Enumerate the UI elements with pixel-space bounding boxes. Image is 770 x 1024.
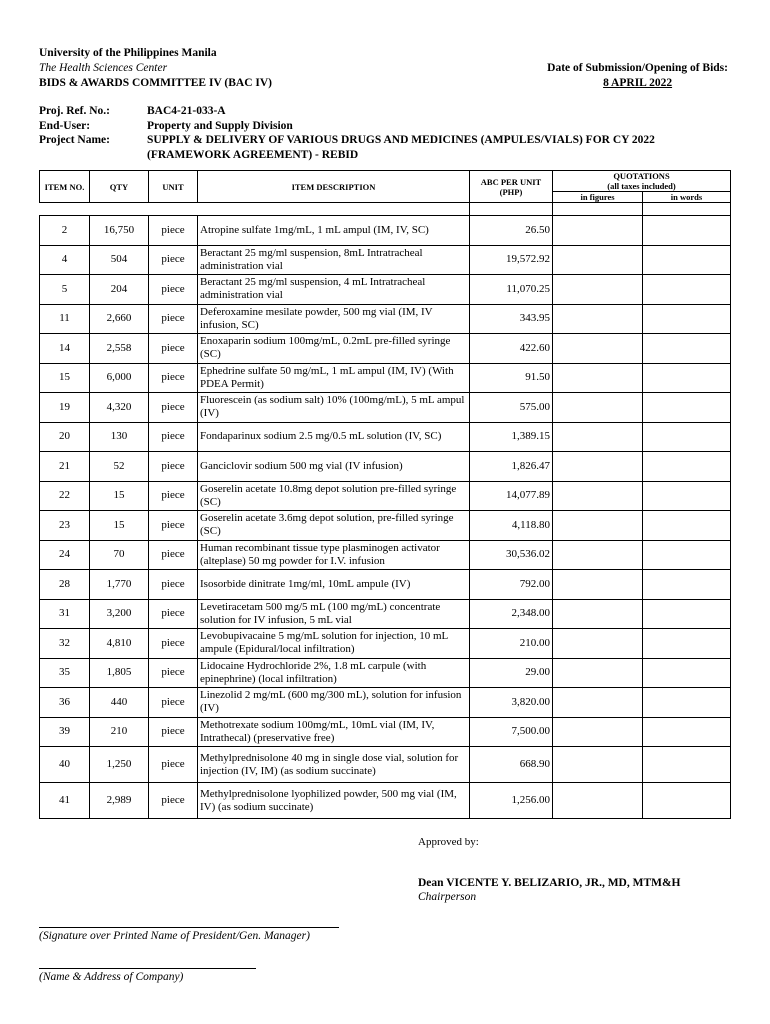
header-in-figures: in figures	[553, 192, 643, 203]
item-no-cell: 36	[40, 688, 90, 718]
description-cell: Isosorbide dinitrate 1mg/ml, 10mL ampule (IV)	[198, 570, 470, 600]
abc-cell: 1,389.15	[470, 422, 553, 452]
quotations-label: QUOTATIONS	[613, 171, 670, 181]
qty-cell: 210	[90, 717, 149, 747]
description-cell: Beractant 25 mg/ml suspension, 4 mL Intratracheal administration vial	[198, 275, 470, 305]
item-no-cell: 24	[40, 540, 90, 570]
company-line[interactable]	[39, 968, 256, 969]
in-words-cell[interactable]	[643, 422, 731, 452]
abc-cell: 26.50	[470, 216, 553, 246]
description-cell: Lidocaine Hydrochloride 2%, 1.8 mL carpule (with epinephrine) (local infiltration)	[198, 658, 470, 688]
in-words-cell[interactable]	[643, 304, 731, 334]
item-no-cell: 14	[40, 334, 90, 364]
in-figures-cell[interactable]	[553, 422, 643, 452]
in-figures-cell[interactable]	[553, 629, 643, 659]
in-figures-cell[interactable]	[553, 599, 643, 629]
table-row	[40, 275, 731, 305]
in-words-cell[interactable]	[643, 216, 731, 246]
abc-cell: 1,256.00	[470, 783, 553, 819]
qty-cell: 130	[90, 422, 149, 452]
unit-cell: piece	[149, 717, 198, 747]
unit-cell: piece	[149, 511, 198, 541]
description-cell: Levetiracetam 500 mg/5 mL (100 mg/mL) concentrate solution for IV infusion, 5 mL vial	[198, 599, 470, 629]
in-figures-cell[interactable]	[553, 540, 643, 570]
table-row	[40, 540, 731, 570]
in-words-cell[interactable]	[643, 658, 731, 688]
header-unit: UNIT	[149, 171, 198, 203]
description-cell: Levobupivacaine 5 mg/mL solution for injection, 10 mL ampule (Epidural/local infiltration)	[198, 629, 470, 659]
in-figures-cell[interactable]	[553, 216, 643, 246]
item-no-cell: 32	[40, 629, 90, 659]
qty-cell: 1,250	[90, 747, 149, 783]
in-figures-cell[interactable]	[553, 717, 643, 747]
unit-cell: piece	[149, 363, 198, 393]
description-cell: Linezolid 2 mg/mL (600 mg/300 mL), solution for infusion (IV)	[198, 688, 470, 718]
signature-line[interactable]	[39, 927, 339, 928]
in-words-cell[interactable]	[643, 540, 731, 570]
in-words-cell[interactable]	[643, 511, 731, 541]
in-figures-cell[interactable]	[553, 334, 643, 364]
in-words-cell[interactable]	[643, 245, 731, 275]
qty-cell: 15	[90, 481, 149, 511]
unit-cell: piece	[149, 245, 198, 275]
in-figures-cell[interactable]	[553, 688, 643, 718]
in-words-cell[interactable]	[643, 275, 731, 305]
qty-cell: 3,200	[90, 599, 149, 629]
qty-cell: 1,805	[90, 658, 149, 688]
table-row	[40, 658, 731, 688]
ref-value: BAC4-21-033-A	[147, 105, 226, 117]
company-label: (Name & Address of Company)	[39, 971, 184, 983]
description-cell: Fluorescein (as sodium salt) 10% (100mg/mL), 5 mL ampul (IV)	[198, 393, 470, 423]
unit-cell: piece	[149, 658, 198, 688]
table-row	[40, 747, 731, 783]
abc-cell: 422.60	[470, 334, 553, 364]
unit-cell: piece	[149, 452, 198, 482]
header-abc: ABC PER UNIT (PHP)	[470, 171, 553, 203]
description-cell: Methylprednisolone lyophilized powder, 500 mg vial (IM, IV) (as sodium succinate)	[198, 783, 470, 819]
unit-cell: piece	[149, 304, 198, 334]
in-words-cell[interactable]	[643, 452, 731, 482]
qty-cell: 4,320	[90, 393, 149, 423]
in-figures-cell[interactable]	[553, 275, 643, 305]
description-cell: Human recombinant tissue type plasminogen activator (alteplase) 50 mg powder for I.V. infusion	[198, 540, 470, 570]
table-row	[40, 393, 731, 423]
item-no-cell: 15	[40, 363, 90, 393]
qty-cell: 6,000	[90, 363, 149, 393]
abc-cell: 210.00	[470, 629, 553, 659]
item-no-cell: 31	[40, 599, 90, 629]
abc-cell: 343.95	[470, 304, 553, 334]
qty-cell: 2,660	[90, 304, 149, 334]
unit-cell: piece	[149, 629, 198, 659]
submission-date-block	[547, 61, 728, 91]
table-row	[40, 481, 731, 511]
table-row	[40, 363, 731, 393]
item-no-cell: 20	[40, 422, 90, 452]
table-row	[40, 511, 731, 541]
unit-cell: piece	[149, 481, 198, 511]
in-figures-cell[interactable]	[553, 570, 643, 600]
in-figures-cell[interactable]	[553, 481, 643, 511]
date-label: Date of Submission/Opening of Bids:	[547, 62, 728, 74]
in-words-cell[interactable]	[643, 629, 731, 659]
abc-cell: 575.00	[470, 393, 553, 423]
unit-cell: piece	[149, 216, 198, 246]
university-name: University of the Philippines Manila	[39, 47, 217, 59]
in-words-cell[interactable]	[643, 717, 731, 747]
in-figures-cell[interactable]	[553, 783, 643, 819]
in-figures-cell[interactable]	[553, 511, 643, 541]
table-row	[40, 783, 731, 819]
in-words-cell[interactable]	[643, 363, 731, 393]
date-value: 8 APRIL 2022	[603, 77, 673, 89]
description-cell: Goserelin acetate 3.6mg depot solution, pre-filled syringe (SC)	[198, 511, 470, 541]
in-words-cell[interactable]	[643, 599, 731, 629]
abc-cell: 2,348.00	[470, 599, 553, 629]
spacer	[470, 203, 553, 216]
description-cell: Atropine sulfate 1mg/mL, 1 mL ampul (IM, IV, SC)	[198, 216, 470, 246]
unit-cell: piece	[149, 540, 198, 570]
item-no-cell: 11	[40, 304, 90, 334]
abc-cell: 7,500.00	[470, 717, 553, 747]
project-info	[39, 104, 655, 162]
document-header	[39, 46, 272, 91]
description-cell: Ephedrine sulfate 50 mg/mL, 1 mL ampul (IM, IV) (With PDEA Permit)	[198, 363, 470, 393]
qty-cell: 204	[90, 275, 149, 305]
table-row	[40, 717, 731, 747]
in-figures-cell[interactable]	[553, 304, 643, 334]
table-row	[40, 245, 731, 275]
abc-cell: 29.00	[470, 658, 553, 688]
spacer	[643, 203, 731, 216]
table-row	[40, 688, 731, 718]
description-cell: Fondaparinux sodium 2.5 mg/0.5 mL solution (IV, SC)	[198, 422, 470, 452]
in-figures-cell[interactable]	[553, 452, 643, 482]
qty-cell: 52	[90, 452, 149, 482]
item-no-cell: 23	[40, 511, 90, 541]
in-words-cell[interactable]	[643, 334, 731, 364]
enduser-label: End-User:	[39, 119, 91, 132]
header-quotations	[553, 171, 731, 192]
item-no-cell: 28	[40, 570, 90, 600]
enduser-value: Property and Supply Division	[147, 119, 293, 132]
header-description: ITEM DESCRIPTION	[198, 171, 470, 203]
table-row	[40, 570, 731, 600]
description-cell: Ganciclovir sodium 500 mg vial (IV infusion)	[198, 452, 470, 482]
qty-cell: 4,810	[90, 629, 149, 659]
items-table	[39, 170, 731, 819]
abc-cell: 11,070.25	[470, 275, 553, 305]
qty-cell: 504	[90, 245, 149, 275]
table-row	[40, 422, 731, 452]
taxes-note: (all taxes included)	[607, 181, 676, 191]
unit-cell: piece	[149, 334, 198, 364]
qty-cell: 2,558	[90, 334, 149, 364]
header-item-no: ITEM NO.	[40, 171, 90, 203]
description-cell: Deferoxamine mesilate powder, 500 mg vial (IM, IV infusion, SC)	[198, 304, 470, 334]
qty-cell: 16,750	[90, 216, 149, 246]
in-figures-cell[interactable]	[553, 393, 643, 423]
table-row	[40, 216, 731, 246]
unit-cell: piece	[149, 747, 198, 783]
abc-cell: 4,118.80	[470, 511, 553, 541]
description-cell: Enoxaparin sodium 100mg/mL, 0.2mL pre-filled syringe (SC)	[198, 334, 470, 364]
table-row	[40, 452, 731, 482]
signature-label: (Signature over Printed Name of President/Gen. Manager)	[39, 930, 310, 942]
description-cell: Methotrexate sodium 100mg/mL, 10mL vial (IM, IV, Intrathecal) (preservative free)	[198, 717, 470, 747]
qty-cell: 1,770	[90, 570, 149, 600]
item-no-cell: 21	[40, 452, 90, 482]
abc-cell: 3,820.00	[470, 688, 553, 718]
item-no-cell: 5	[40, 275, 90, 305]
qty-cell: 70	[90, 540, 149, 570]
in-words-cell[interactable]	[643, 783, 731, 819]
description-cell: Methylprednisolone 40 mg in single dose vial, solution for injection (IV, IM) (as sodium succinate)	[198, 747, 470, 783]
abc-cell: 30,536.02	[470, 540, 553, 570]
in-figures-cell[interactable]	[553, 363, 643, 393]
abc-cell: 792.00	[470, 570, 553, 600]
chairperson-title: Chairperson	[418, 891, 477, 903]
in-words-cell[interactable]	[643, 570, 731, 600]
unit-cell: piece	[149, 422, 198, 452]
description-cell: Goserelin acetate 10.8mg depot solution pre-filled syringe (SC)	[198, 481, 470, 511]
abc-cell: 668.90	[470, 747, 553, 783]
unit-cell: piece	[149, 783, 198, 819]
qty-cell: 2,989	[90, 783, 149, 819]
item-no-cell: 41	[40, 783, 90, 819]
in-figures-cell[interactable]	[553, 245, 643, 275]
spacer	[553, 203, 643, 216]
center-name: The Health Sciences Center	[39, 62, 168, 74]
abc-cell: 1,826.47	[470, 452, 553, 482]
header-qty: QTY	[90, 171, 149, 203]
abc-cell: 19,572.92	[470, 245, 553, 275]
table-row	[40, 304, 731, 334]
table-row	[40, 334, 731, 364]
in-words-cell[interactable]	[643, 747, 731, 783]
item-no-cell: 35	[40, 658, 90, 688]
item-no-cell: 19	[40, 393, 90, 423]
unit-cell: piece	[149, 570, 198, 600]
spacer	[40, 203, 470, 216]
project-name-label: Project Name:	[39, 134, 110, 146]
in-words-cell[interactable]	[643, 688, 731, 718]
unit-cell: piece	[149, 393, 198, 423]
in-words-cell[interactable]	[643, 481, 731, 511]
table-row	[40, 599, 731, 629]
item-no-cell: 39	[40, 717, 90, 747]
abc-cell: 14,077.89	[470, 481, 553, 511]
description-cell: Beractant 25 mg/ml suspension, 8mL Intratracheal administration vial	[198, 245, 470, 275]
in-figures-cell[interactable]	[553, 747, 643, 783]
table-row	[40, 629, 731, 659]
unit-cell: piece	[149, 599, 198, 629]
in-words-cell[interactable]	[643, 393, 731, 423]
header-in-words: in words	[643, 192, 731, 203]
unit-cell: piece	[149, 688, 198, 718]
item-no-cell: 22	[40, 481, 90, 511]
in-figures-cell[interactable]	[553, 658, 643, 688]
item-no-cell: 4	[40, 245, 90, 275]
unit-cell: piece	[149, 275, 198, 305]
committee-name: BIDS & AWARDS COMMITTEE IV (BAC IV)	[39, 77, 273, 89]
qty-cell: 440	[90, 688, 149, 718]
chairperson-block	[418, 876, 681, 904]
qty-cell: 15	[90, 511, 149, 541]
approved-by-label: Approved by:	[418, 836, 479, 848]
item-no-cell: 40	[40, 747, 90, 783]
item-no-cell: 2	[40, 216, 90, 246]
abc-cell: 91.50	[470, 363, 553, 393]
project-name-line-1: SUPPLY & DELIVERY OF VARIOUS DRUGS AND MEDICINES (AMPULES/VIALS) FOR CY 2022	[147, 134, 655, 146]
ref-label: Proj. Ref. No.:	[39, 105, 110, 117]
chairperson-name: Dean VICENTE Y. BELIZARIO, JR., MD, MTM&H	[418, 877, 681, 889]
project-name-line-2: (FRAMEWORK AGREEMENT) - REBID	[147, 148, 359, 161]
